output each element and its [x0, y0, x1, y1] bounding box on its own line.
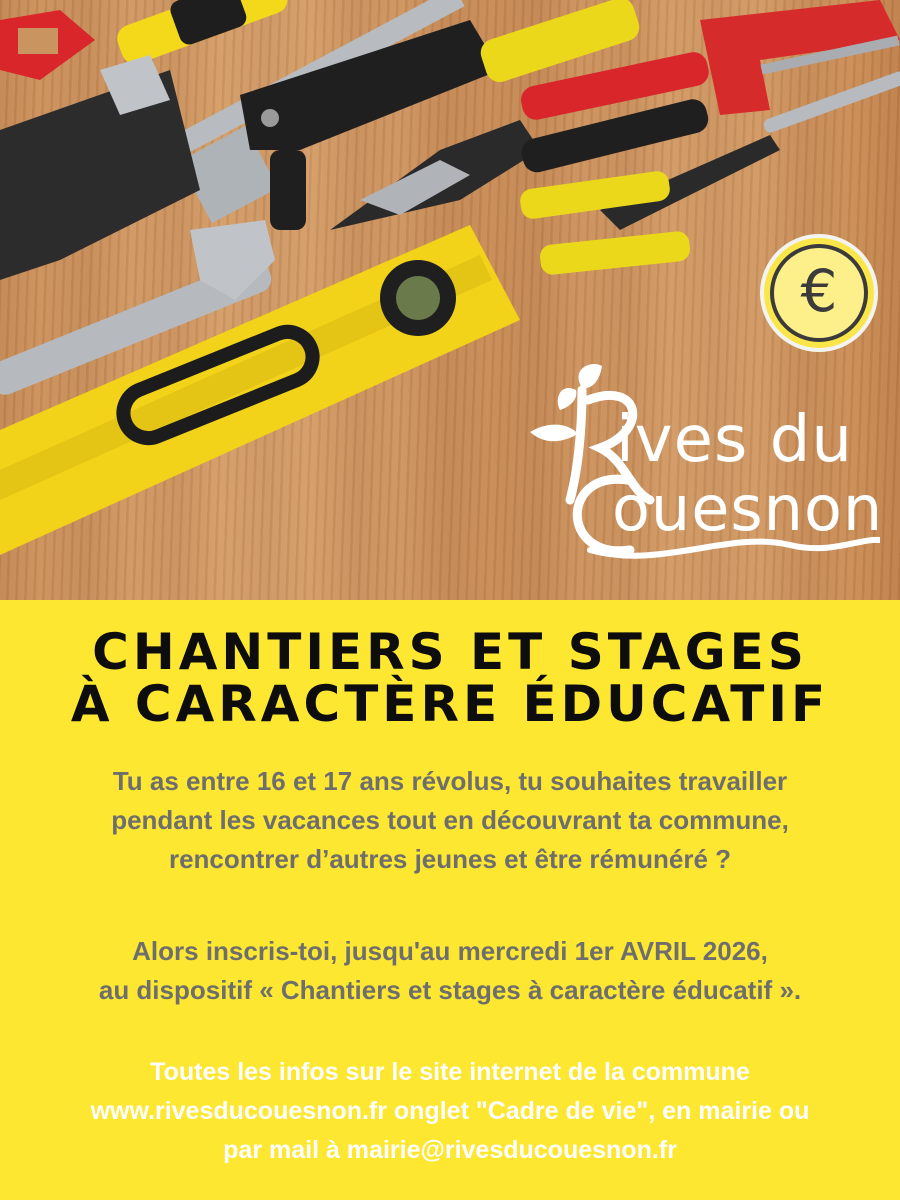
intro-line-1: Tu as entre 16 et 17 ans révolus, tu souhaites travailler: [112, 766, 788, 796]
info-line-3[interactable]: par mail à mairie@rivesducouesnon.fr: [223, 1136, 677, 1164]
title-line-1: CHANTIERS ET STAGES: [92, 623, 808, 681]
staple-gun-icon: [0, 55, 200, 280]
intro-line-2: pendant les vacances tout en découvrant ta commune,: [111, 805, 789, 835]
intro-line-3: rencontrer d’autres jeunes et être rémunéré ?: [168, 844, 732, 874]
info-line-2[interactable]: www.rivesducouesnon.fr onglet "Cadre de vie", en mairie ou: [90, 1097, 810, 1125]
euro-coin-icon: [760, 234, 878, 352]
rives-du-couesnon-logo: [530, 360, 884, 570]
c-clamp-icon: [700, 0, 900, 115]
logo-text-line1: ives du: [616, 403, 853, 477]
euro-symbol: €: [800, 257, 838, 325]
cta-line-2: au dispositif « Chantiers et stages à caractère éducatif ».: [98, 975, 802, 1005]
screwdriver-handle-icon: [113, 0, 291, 68]
info-line-1: Toutes les infos sur le site internet de la commune: [150, 1058, 750, 1086]
title-line-2: À CARACTÈRE ÉDUCATIF: [70, 675, 830, 733]
info-paragraph: [0, 1053, 900, 1170]
poster-title: [0, 623, 900, 733]
logo-text-line2: ouesnon: [612, 472, 884, 545]
red-clamp-icon: [0, 10, 95, 80]
cta-line-1: Alors inscris-toi, jusqu'au mercredi 1er AVRIL 2026,: [132, 936, 768, 966]
coin-ring: [771, 245, 867, 341]
spanner-icon: [762, 70, 900, 134]
content-panel: [0, 600, 900, 1200]
call-to-action-paragraph: [0, 932, 900, 1010]
intro-paragraph: [0, 762, 900, 879]
